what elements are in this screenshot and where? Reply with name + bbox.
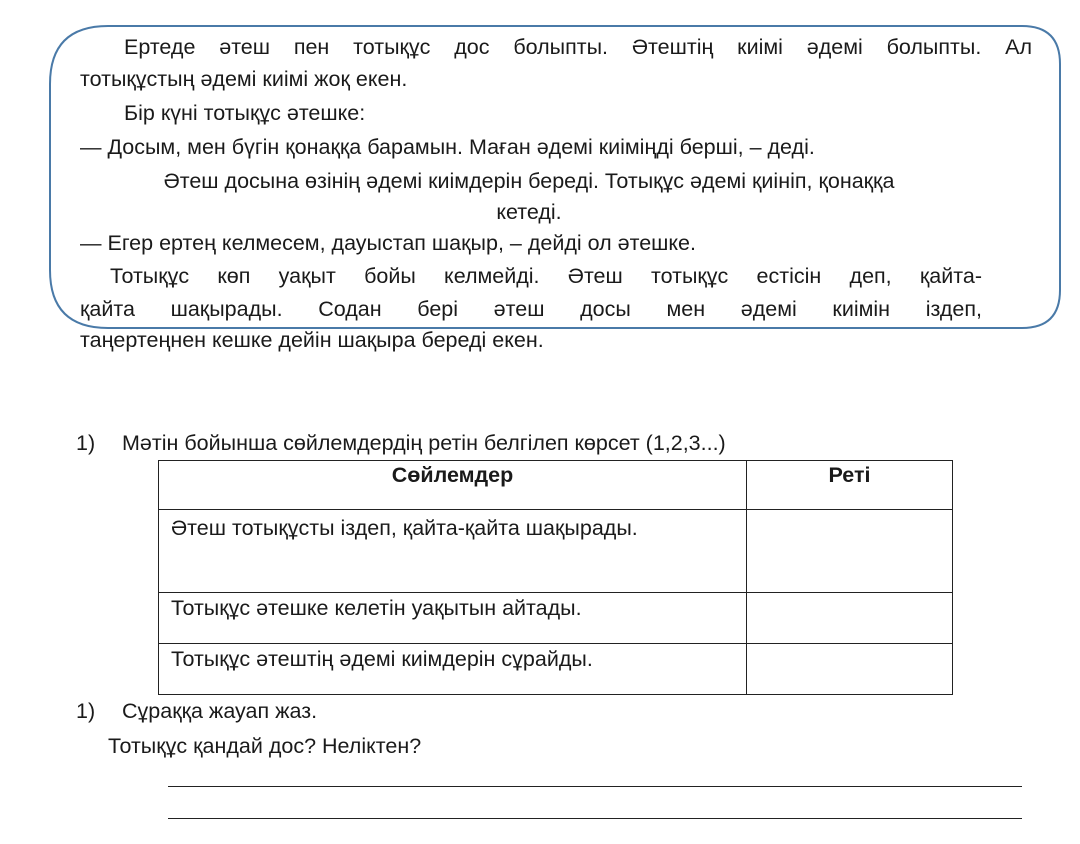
table-row <box>159 593 953 644</box>
table-row <box>159 644 953 695</box>
story-line-9: қайта шақырады. Содан бері әтеш досы мен әдемі киімін іздеп, <box>80 297 982 321</box>
task2-prompt: Сұраққа жауап жаз. <box>122 699 318 723</box>
answer-line[interactable] <box>168 786 1022 787</box>
story-line-6: кетеді. <box>496 200 562 224</box>
table-header-row <box>159 461 953 510</box>
task2-number: 1) <box>76 699 96 723</box>
sentence-order-table <box>158 460 953 695</box>
task2-question: Тотықұс қандай дос? Неліктен? <box>108 734 422 758</box>
task1-number: 1) <box>76 431 96 455</box>
order-input-cell[interactable] <box>747 644 953 695</box>
task1-prompt: Мәтін бойынша сөйлемдердің ретін белгілеп көрсет (1,2,3...) <box>122 431 726 455</box>
answer-line[interactable] <box>168 818 1022 819</box>
sentence-cell: Әтеш тотықұсты іздеп, қайта-қайта шақырады. <box>159 510 747 593</box>
table-row <box>159 510 953 593</box>
story-line-10: таңертеңнен кешке дейін шақыра береді екен. <box>80 328 544 352</box>
header-sentences: Сөйлемдер <box>159 461 747 510</box>
story-line-7: — Егер ертең келмесем, дауыстап шақыр, – дейді ол әтешке. <box>80 231 696 255</box>
story-line-5: Әтеш досына өзінің әдемі киімдерін береді. Тотықұс әдемі қиініп, қонаққа <box>163 169 895 193</box>
order-input-cell[interactable] <box>747 510 953 593</box>
sentence-cell: Тотықұс әтешке келетін уақытын айтады. <box>159 593 747 644</box>
header-order: Реті <box>747 461 953 510</box>
story-line-3: Бір күні тотықұс әтешке: <box>124 101 366 125</box>
story-line-4: — Досым, мен бүгін қонаққа барамын. Маған әдемі киіміңді берші, – деді. <box>80 135 815 159</box>
story-line-2: тотықұстың әдемі киімі жоқ екен. <box>80 67 408 91</box>
story-line-8: Тотықұс көп уақыт бойы келмейді. Әтеш тотықұс естісін деп, қайта- <box>110 264 982 288</box>
story-line-1: Ертеде әтеш пен тотықұс дос болыпты. Әтештің киімі әдемі болыпты. Ал <box>124 35 1032 59</box>
sentence-cell: Тотықұс әтештің әдемі киімдерін сұрайды. <box>159 644 747 695</box>
order-input-cell[interactable] <box>747 593 953 644</box>
